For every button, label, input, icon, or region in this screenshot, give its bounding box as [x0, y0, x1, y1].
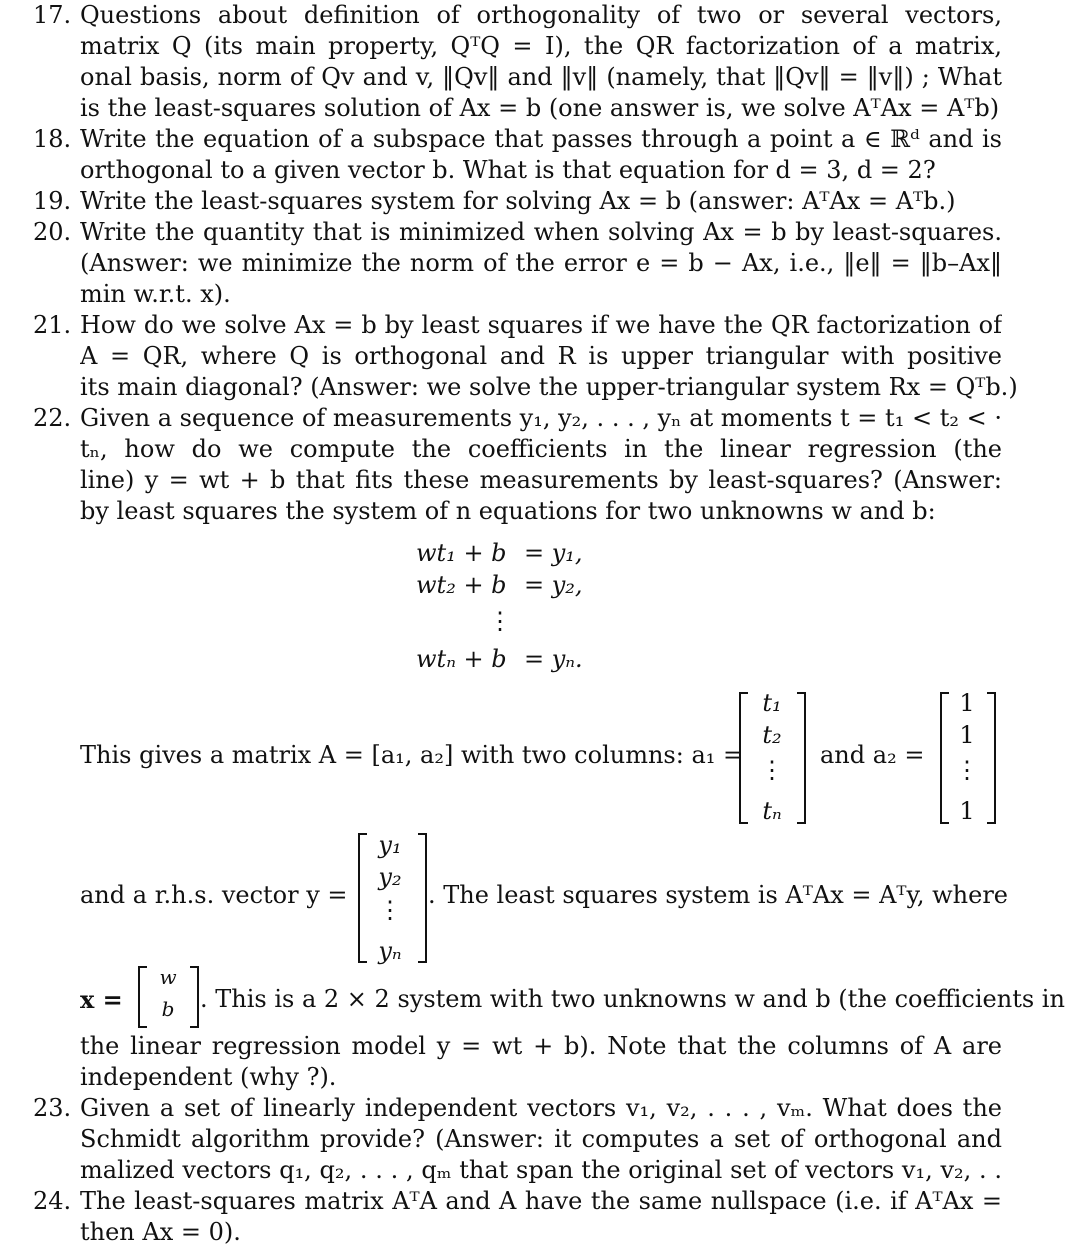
item-line: is the least-squares solution of Ax = b (one answer is, we solve AᵀAx = Aᵀb): [80, 94, 1000, 122]
item-line: its main diagonal? (Answer: we solve the upper-triangular system Rx = Qᵀb.): [80, 373, 1018, 401]
list-item-22: [33, 403, 1002, 527]
vector-entry: y₁: [378, 831, 402, 859]
item-line: onal basis, norm of Qv and v, ‖Qv‖ and ‖v‖ (namely, that ‖Qv‖ = ‖v‖) ; What: [80, 63, 1002, 91]
item-number: 20.: [33, 218, 72, 246]
list-item-23: [33, 1093, 1002, 1186]
x-suffix: . This is a 2 × 2 system with two unknowns w and b (the coefficients in: [200, 985, 1065, 1013]
list-item-18: [33, 124, 1002, 186]
vector-entry: 1: [959, 797, 975, 825]
equation-rhs: = y₁,: [524, 539, 583, 567]
vector-entry: w: [159, 965, 177, 989]
vector-entry: t₁: [762, 689, 782, 717]
equation-rhs: = y₂,: [524, 571, 583, 599]
vector-entry: t₂: [762, 721, 782, 749]
right-bracket: [418, 833, 427, 963]
item-line: orthogonal to a given vector b. What is that equation for d = 3, d = 2?: [80, 156, 936, 184]
item-22-tail: [80, 1031, 1002, 1093]
item-line: Given a sequence of measurements y₁, y₂, . . . , yₙ at moments t = t₁ < t₂ < ·: [80, 404, 1002, 432]
item-line: Schmidt algorithm provide? (Answer: it computes a set of orthogonal and: [80, 1125, 1002, 1153]
x-prefix: x =: [80, 985, 123, 1014]
item-number: 19.: [33, 187, 72, 215]
matrix-text: This gives a matrix A = [a₁, a₂] with two columns: a₁ =: [80, 741, 744, 769]
item-line: The least-squares matrix AᵀA and A have the same nullspace (i.e. if AᵀAx =: [80, 1187, 1002, 1215]
right-bracket: [190, 966, 199, 1028]
equation-lhs: wtₙ + b: [416, 645, 507, 673]
item-number: 17.: [33, 1, 72, 29]
item-line: independent (why ?).: [80, 1063, 337, 1091]
equation-rhs: = yₙ.: [524, 645, 583, 673]
item-line: Write the least-squares system for solving Ax = b (answer: AᵀAx = Aᵀb.): [80, 187, 956, 215]
rhs-suffix: . The least squares system is AᵀAx = Aᵀy, where: [428, 881, 1009, 909]
item-line: matrix Q (its main property, QᵀQ = I), the QR factorization of a matrix,: [80, 32, 1002, 60]
vertical-dots: ⋮: [955, 756, 979, 784]
vector-entry: yₙ: [378, 937, 402, 965]
item-number: 23.: [33, 1094, 72, 1122]
vector-entry: tₙ: [762, 797, 782, 825]
item-number: 21.: [33, 311, 72, 339]
item-line: How do we solve Ax = b by least squares if we have the QR factorization of: [80, 311, 1002, 339]
list-item-24: [33, 1186, 1002, 1248]
item-line: A = QR, where Q is orthogonal and R is upper triangular with positive: [80, 342, 1002, 370]
item-line: min w.r.t. x).: [80, 280, 231, 308]
item-line: Questions about definition of orthogonality of two or several vectors,: [80, 1, 1002, 29]
item-line: the linear regression model y = wt + b). Note that the columns of A are: [80, 1032, 1002, 1060]
left-bracket: [739, 692, 748, 824]
and-a2-text: and a₂ =: [820, 741, 925, 769]
item-number: 22.: [33, 404, 72, 432]
item-line: then Ax = 0).: [80, 1218, 241, 1246]
vertical-dots: ⋮: [378, 896, 402, 924]
vertical-dots: ⋮: [488, 607, 512, 635]
item-line: Write the quantity that is minimized when solving Ax = b by least-squares.: [80, 218, 1002, 246]
item-line: Given a set of linearly independent vectors v₁, v₂, . . . , vₘ. What does the: [80, 1094, 1002, 1122]
vertical-dots: ⋮: [760, 756, 784, 784]
item-line: line) y = wt + b that fits these measurements by least-squares? (Answer:: [80, 466, 1002, 494]
item-number: 18.: [33, 125, 72, 153]
item-line: by least squares the system of n equations for two unknowns w and b:: [80, 497, 936, 525]
list-item-21: [33, 310, 1018, 403]
right-bracket: [987, 692, 996, 824]
vector-entry: 1: [959, 721, 975, 749]
vector-entry: b: [161, 997, 175, 1021]
list-item-20: [33, 217, 1002, 310]
vector-entry: y₂: [378, 863, 402, 891]
item-line: malized vectors q₁, q₂, . . . , qₘ that span the original set of vectors v₁, v₂, . .: [80, 1156, 1002, 1184]
vector-entry: 1: [959, 689, 975, 717]
equation-lhs: wt₁ + b: [416, 539, 507, 567]
left-bracket: [358, 833, 367, 963]
item-line: tₙ, how do we compute the coefficients in the linear regression (the: [80, 435, 1002, 463]
right-bracket: [797, 692, 806, 824]
item-line: (Answer: we minimize the norm of the error e = b − Ax, i.e., ‖e‖ = ‖b–Ax‖: [80, 249, 1002, 277]
item-line: Write the equation of a subspace that passes through a point a ∈ ℝᵈ and is: [80, 125, 1002, 153]
list-item-19: [33, 186, 1002, 217]
list-item-17: [33, 0, 1002, 124]
left-bracket: [940, 692, 949, 824]
left-bracket: [138, 966, 147, 1028]
equation-lhs: wt₂ + b: [416, 571, 507, 599]
rhs-prefix: and a r.h.s. vector y =: [80, 881, 348, 909]
item-number: 24.: [33, 1187, 72, 1215]
